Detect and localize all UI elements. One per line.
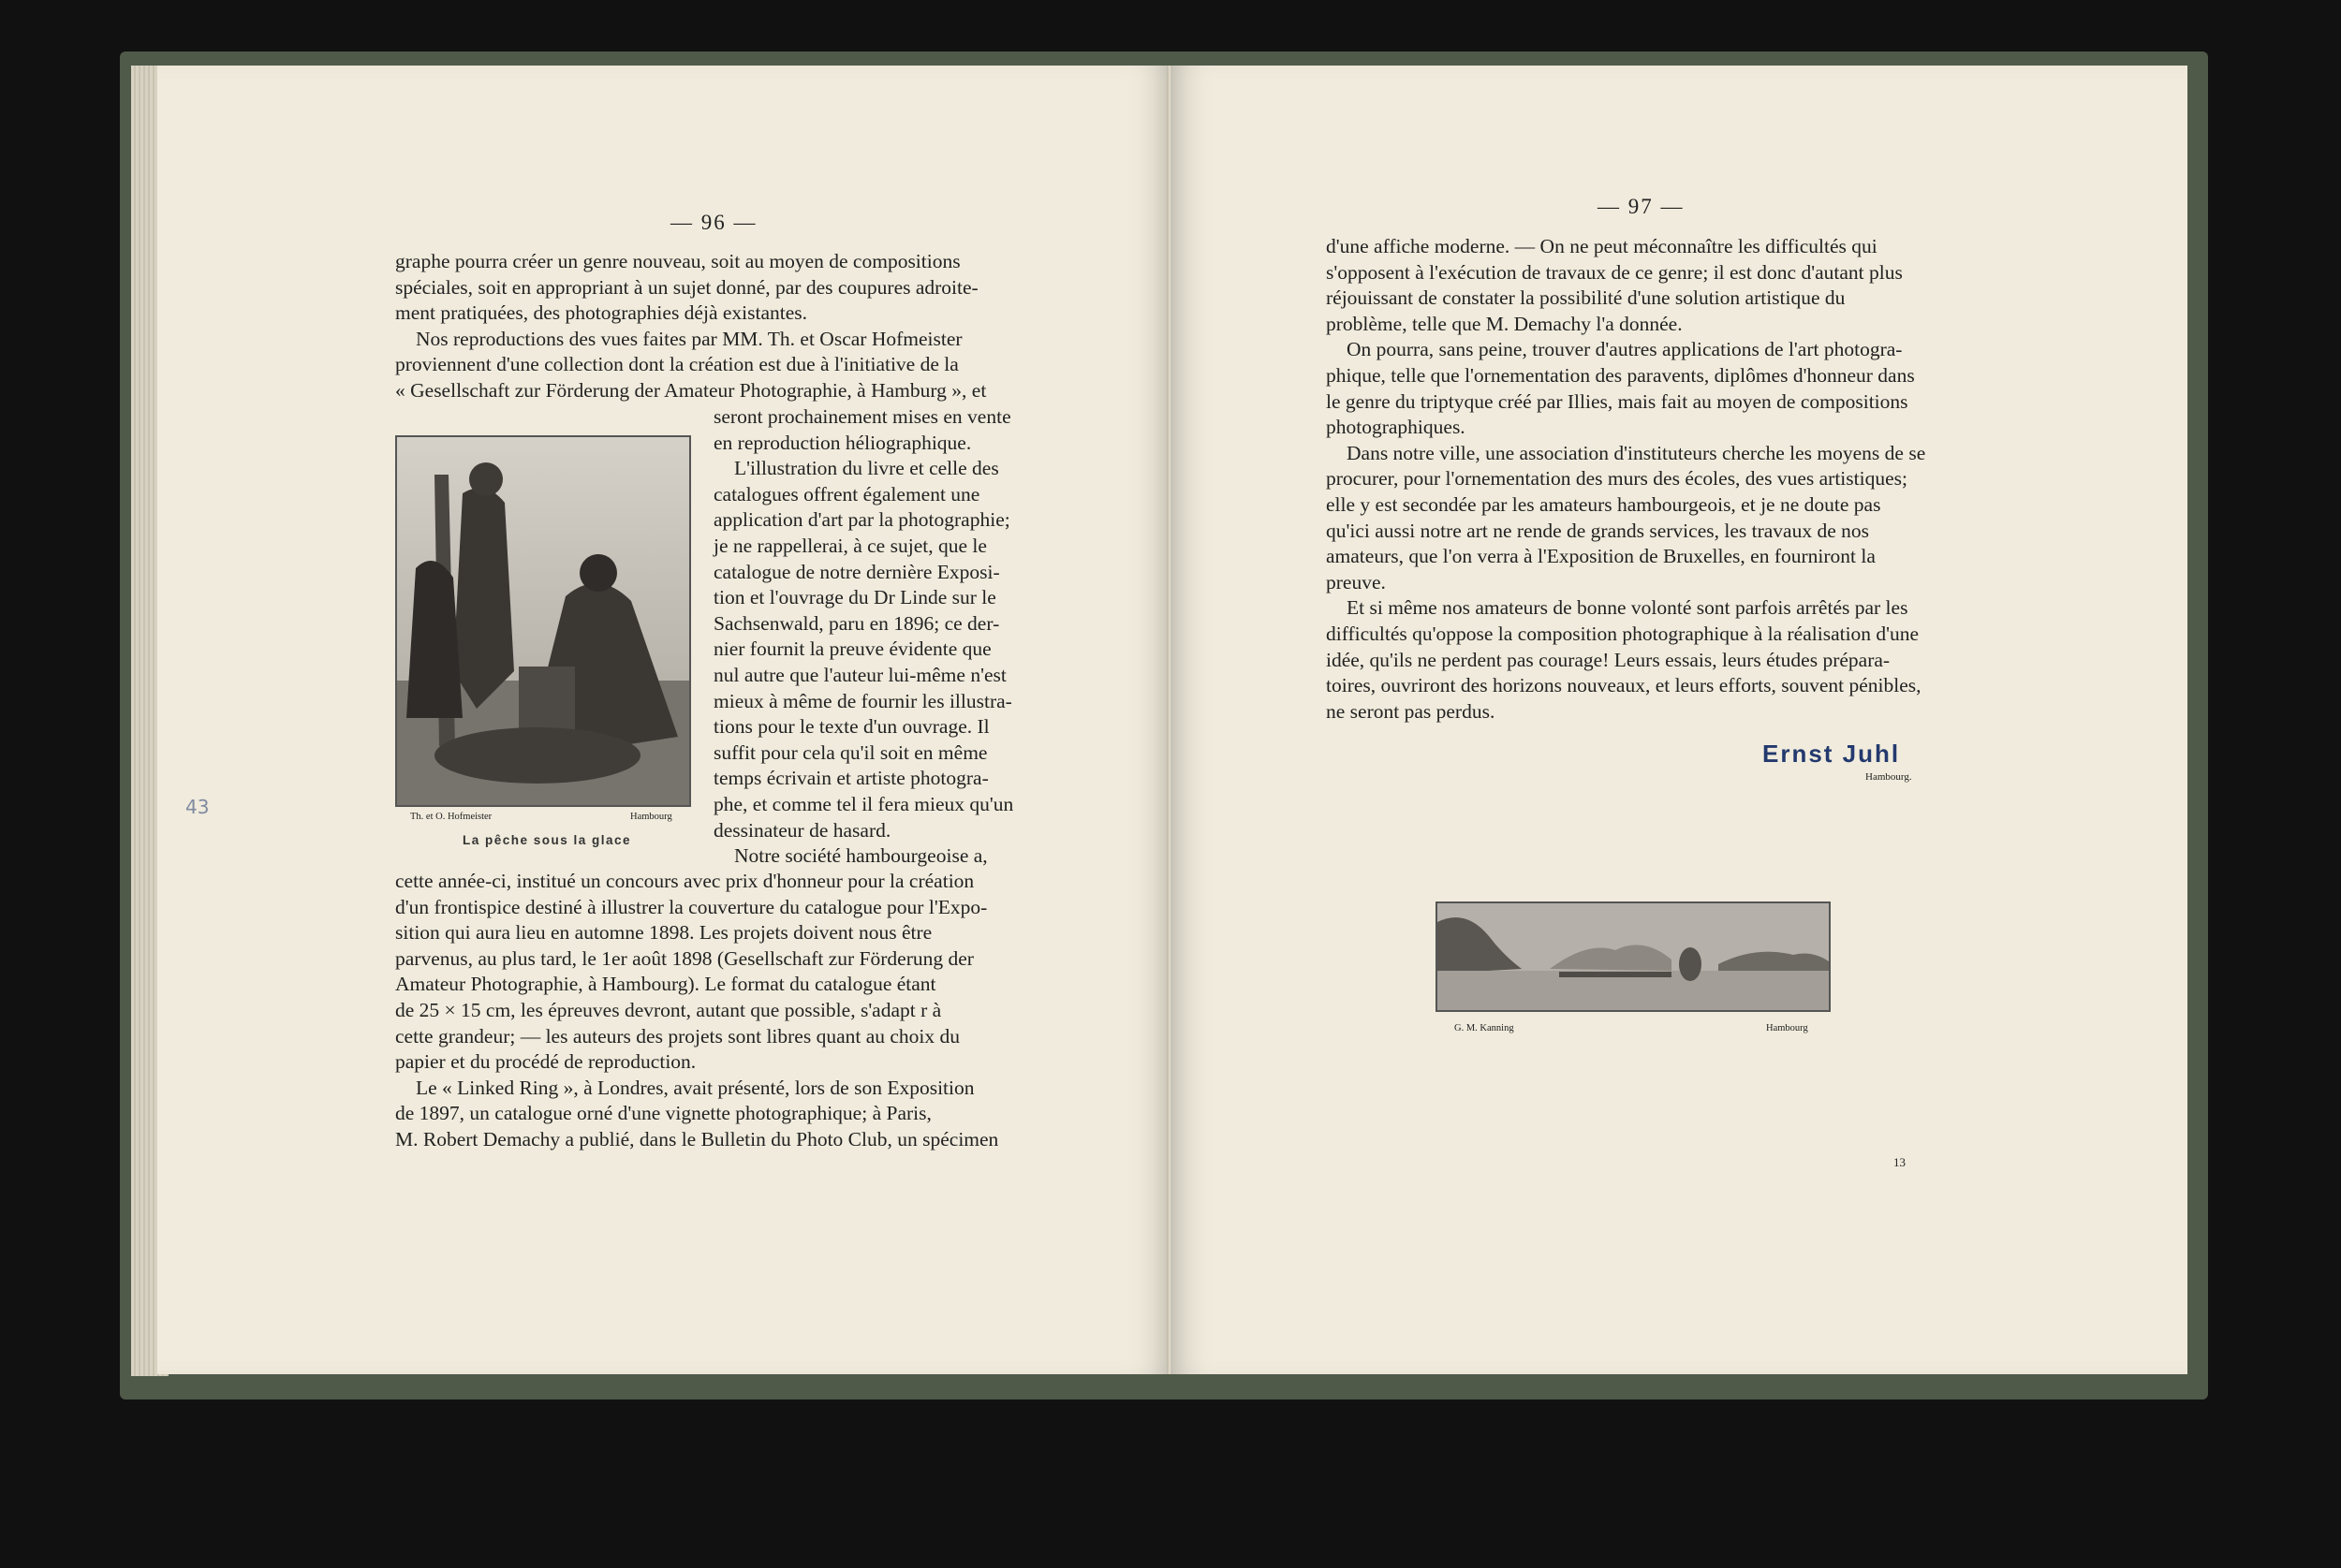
text-line: qu'ici aussi notre art ne rende de grands services, les travaux de nos	[1326, 519, 1869, 542]
text-line: preuve.	[1326, 570, 1386, 593]
text-line: proviennent d'une collection dont la création est due à l'initiative de la	[395, 353, 959, 376]
text-line: elle y est secondée par les amateurs hambourgeois, et je ne doute pas	[1326, 492, 1881, 516]
text-line: amateurs, que l'on verra à l'Exposition de Bruxelles, en fourniront la	[1326, 545, 1876, 568]
text-line: nier fournit la preuve évidente que	[714, 637, 992, 661]
text-column	[714, 404, 1182, 870]
text-line: problème, telle que M. Demachy l'a donnée.	[1326, 312, 1683, 335]
photo-ice-fishing	[395, 435, 691, 807]
text-block	[1326, 234, 2107, 725]
photo-title: La pêche sous la glace	[463, 833, 632, 847]
text-line: phe, et comme tel il fera mieux qu'un	[714, 792, 1014, 815]
text-line: « Gesellschaft zur Förderung der Amateur Photographie, à Hamburg », et	[395, 378, 987, 402]
text-line: mieux à même de fournir les illustra-	[714, 689, 1012, 712]
text-line: parvenus, au plus tard, le 1er août 1898 (Gesellschaft zur Förderung der	[395, 946, 974, 970]
text-line: Nos reproductions des vues faites par MM. Th. et Oscar Hofmeister	[416, 327, 963, 350]
text-line: seront prochainement mises en vente	[714, 405, 1011, 428]
text-line: nul autre que l'auteur lui-même n'est	[714, 663, 1007, 686]
photo-credit-left: G. M. Kanning	[1454, 1023, 1514, 1033]
photo-credit-right: Hambourg	[630, 812, 672, 822]
text-line: M. Robert Demachy a publié, dans le Bulletin du Photo Club, un spécimen	[395, 1127, 999, 1150]
text-line: application d'art par la photographie;	[714, 508, 1010, 532]
text-line: ne seront pas perdus.	[1326, 699, 1495, 723]
text-line: Sachsenwald, paru en 1896; ce der-	[714, 611, 1000, 635]
text-line: tion et l'ouvrage du Dr Linde sur le	[714, 586, 996, 609]
left-page	[157, 66, 1170, 1374]
text-line: Et si même nos amateurs de bonne volonté sont parfois arrêtés par les	[1347, 596, 1908, 620]
pencil-mark: 43	[185, 796, 210, 818]
text-line: photographiques.	[1326, 416, 1465, 439]
photo-landscape	[1436, 901, 1831, 1012]
text-line: difficultés qu'oppose la composition photographique à la réalisation d'une	[1326, 622, 1920, 645]
text-line: Le « Linked Ring », à Londres, avait présenté, lors de son Exposition	[416, 1076, 975, 1099]
text-line: s'opposent à l'exécution de travaux de ce genre; il est donc d'autant plus	[1326, 260, 1903, 284]
text-line: Notre société hambourgeoise a,	[734, 844, 988, 868]
text-line: ment pratiquées, des photographies déjà existantes.	[395, 301, 808, 325]
text-line: catalogues offrent également une	[714, 482, 980, 506]
text-line: On pourra, sans peine, trouver d'autres applications de l'art photogra-	[1347, 338, 1903, 361]
text-line: Dans notre ville, une association d'instituteurs cherche les moyens de se	[1347, 441, 1926, 464]
signature-place: Hambourg.	[1865, 771, 1912, 783]
text-line: phique, telle que l'ornementation des paravents, diplômes d'honneur dans	[1326, 363, 1915, 387]
text-line: cette grandeur; — les auteurs des projets sont libres quant au choix du	[395, 1024, 961, 1048]
text-line: papier et du procédé de reproduction.	[395, 1050, 697, 1074]
page-number: — 97 —	[1597, 195, 1685, 218]
photo-credit-left: Th. et O. Hofmeister	[410, 812, 493, 822]
text-line: de 25 × 15 cm, les épreuves devront, autant que possible, s'adapt r à	[395, 998, 942, 1021]
signature-mark: 13	[1893, 1155, 1906, 1169]
text-line: procurer, pour l'ornementation des murs des écoles, des vues artistiques;	[1326, 467, 1907, 491]
text-line: sition qui aura lieu en automne 1898. Les projets doivent nous être	[395, 921, 933, 945]
text-line: graphe pourra créer un genre nouveau, soit au moyen de compositions	[395, 250, 961, 272]
text-line: suffit pour cela qu'il soit en même	[714, 740, 988, 764]
text-line: d'une affiche moderne. — On ne peut méconnaître les difficultés qui	[1326, 235, 1877, 257]
text-line: cette année-ci, institué un concours avec prix d'honneur pour la création	[395, 870, 975, 892]
text-line: en reproduction héliographique.	[714, 431, 972, 454]
text-line: idée, qu'ils ne perdent pas courage! Leurs essais, leurs études prépara-	[1326, 648, 1891, 671]
author-signature: Ernst Juhl	[1762, 740, 1901, 768]
text-block-bottom	[395, 869, 1182, 1153]
text-line: catalogue de notre dernière Exposi-	[714, 560, 1000, 583]
text-line: d'un frontispice destiné à illustrer la couverture du catalogue pour l'Expo-	[395, 895, 988, 918]
text-line: L'illustration du livre et celle des	[734, 457, 999, 480]
text-line: de 1897, un catalogue orné d'une vignette photographique; à Paris,	[395, 1102, 932, 1125]
text-line: dessinateur de hasard.	[714, 818, 891, 842]
page-number: — 96 —	[670, 211, 758, 234]
text-line: je ne rappellerai, à ce sujet, que le	[714, 534, 987, 557]
text-line: réjouissant de constater la possibilité d'une solution artistique du	[1326, 286, 1846, 310]
text-line: temps écrivain et artiste photogra-	[714, 767, 989, 790]
text-block-top	[395, 249, 1182, 404]
text-line: spéciales, soit en appropriant à un sujet donné, par des coupures adroite-	[395, 275, 979, 299]
text-line: tions pour le texte d'un ouvrage. Il	[714, 715, 990, 739]
photo-credit-right: Hambourg	[1766, 1023, 1808, 1033]
right-page	[1170, 66, 2187, 1374]
text-line: toires, ouvriront des horizons nouveaux, et leurs efforts, souvent pénibles,	[1326, 674, 1921, 697]
text-line: Amateur Photographie, à Hambourg). Le format du catalogue étant	[395, 973, 936, 996]
text-line: le genre du triptyque créé par Illies, mais fait au moyen de compositions	[1326, 389, 1908, 413]
